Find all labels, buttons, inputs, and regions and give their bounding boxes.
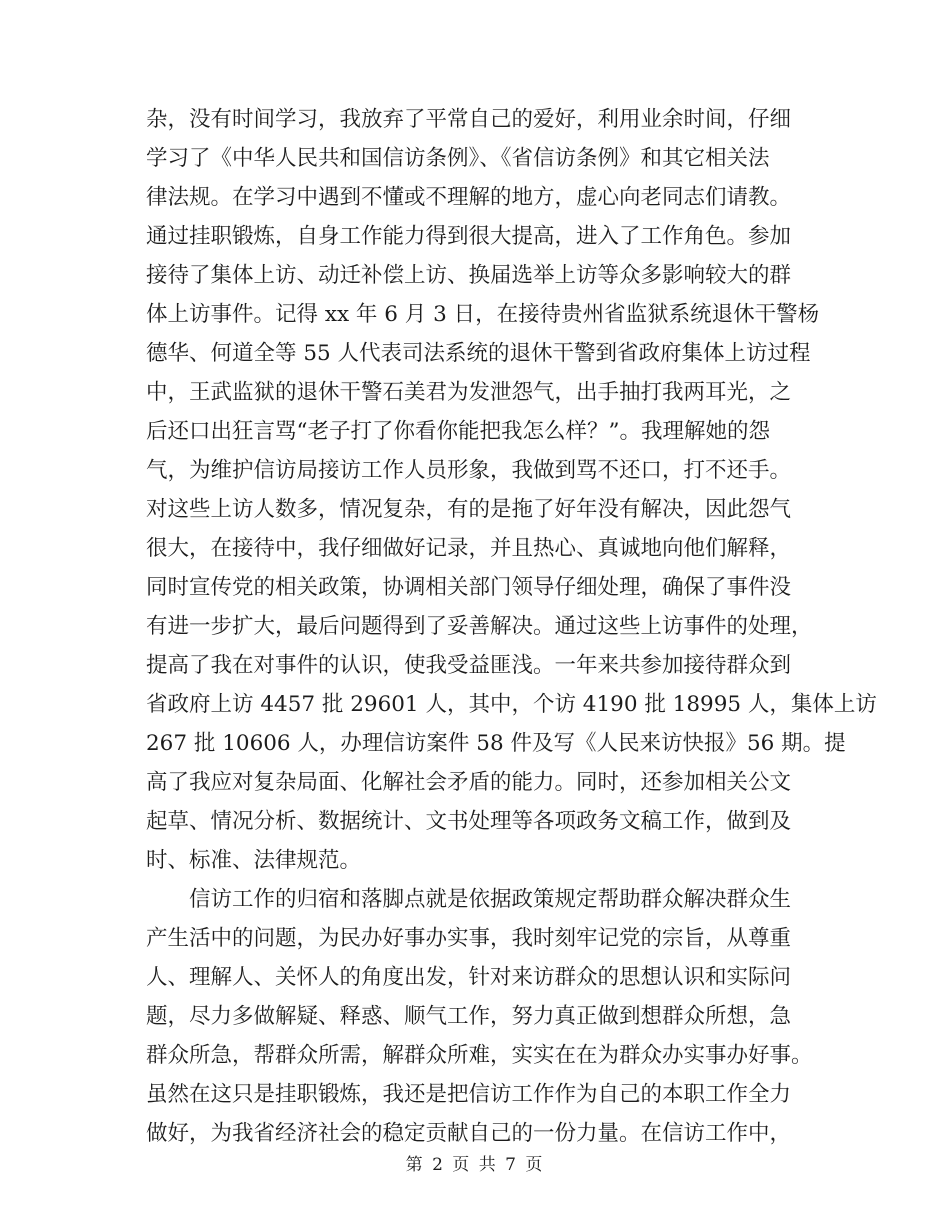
paragraph-first-line: 信访工作的归宿和落脚点就是依据政策规定帮助群众解决群众生	[189, 887, 792, 912]
text-line: 后还口出狂言骂“老子打了你看你能把我怎么样？”。我理解她的怨	[146, 419, 770, 444]
page-number-footer: 第 2 页 共 7 页	[405, 1155, 545, 1175]
text-line: 同时宣传党的相关政策，协调相关部门领导仔细处理，确保了事件没	[146, 575, 792, 600]
document-body	[146, 100, 877, 1153]
text-line: 律法规。在学习中遇到不懂或不理解的地方，虚心向老同志们请教。	[146, 185, 792, 210]
text-line: 对这些上访人数多，情况复杂，有的是拖了好年没有解决，因此怨气	[146, 497, 792, 522]
text-line: 体上访事件。记得 xx 年 6 月 3 日，在接待贵州省监狱系统退休干警杨	[146, 302, 820, 327]
text-line: 时、标准、法律规范。	[146, 848, 362, 873]
text-line: 省政府上访 4457 批 29601 人，其中，个访 4190 批 18995 人，集体上访	[146, 692, 877, 717]
text-line: 起草、情况分析、数据统计、文书处理等各项政务文稿工作，做到及	[146, 809, 792, 834]
text-line: 做好，为我省经济社会的稳定贡献自己的一份力量。在信访工作中，	[146, 1121, 792, 1146]
text-line: 人、理解人、关怀人的角度出发，针对来访群众的思想认识和实际问	[146, 965, 792, 990]
text-line: 提高了我在对事件的认识，使我受益匪浅。一年来共参加接待群众到	[146, 653, 792, 678]
text-line: 德华、何道全等 55 人代表司法系统的退休干警到省政府集体上访过程	[146, 341, 811, 366]
text-line: 杂，没有时间学习，我放弃了平常自己的爱好，利用业余时间，仔细	[146, 107, 792, 132]
text-line: 有进一步扩大，最后问题得到了妥善解决。通过这些上访事件的处理，	[146, 614, 813, 639]
text-line: 气，为维护信访局接访工作人员形象，我做到骂不还口，打不还手。	[146, 458, 792, 483]
text-line: 题，尽力多做解疑、释惑、顺气工作，努力真正做到想群众所想，急	[146, 1004, 792, 1029]
text-line: 群众所急，帮群众所需，解群众所难，实实在在为群众办实事办好事。	[146, 1043, 813, 1068]
text-line: 学习了《中华人民共和国信访条例》、《省信访条例》和其它相关法	[146, 146, 770, 171]
text-line: 虽然在这只是挂职锻炼，我还是把信访工作作为自己的本职工作全力	[146, 1082, 792, 1107]
text-line: 产生活中的问题，为民办好事办实事，我时刻牢记党的宗旨，从尊重	[146, 926, 792, 951]
text-line: 中，王武监狱的退休干警石美君为发泄怨气，出手抽打我两耳光，之	[146, 380, 792, 405]
text-line: 高了我应对复杂局面、化解社会矛盾的能力。同时，还参加相关公文	[146, 770, 792, 795]
text-line: 267 批 10606 人，办理信访案件 58 件及写《人民来访快报》56 期。提	[146, 731, 846, 756]
text-line: 接待了集体上访、动迁补偿上访、换届选举上访等众多影响较大的群	[146, 263, 792, 288]
text-line: 通过挂职锻炼，自身工作能力得到很大提高，进入了工作角色。参加	[146, 224, 792, 249]
text-line: 很大，在接待中，我仔细做好记录，并且热心、真诚地向他们解释，	[146, 536, 792, 561]
